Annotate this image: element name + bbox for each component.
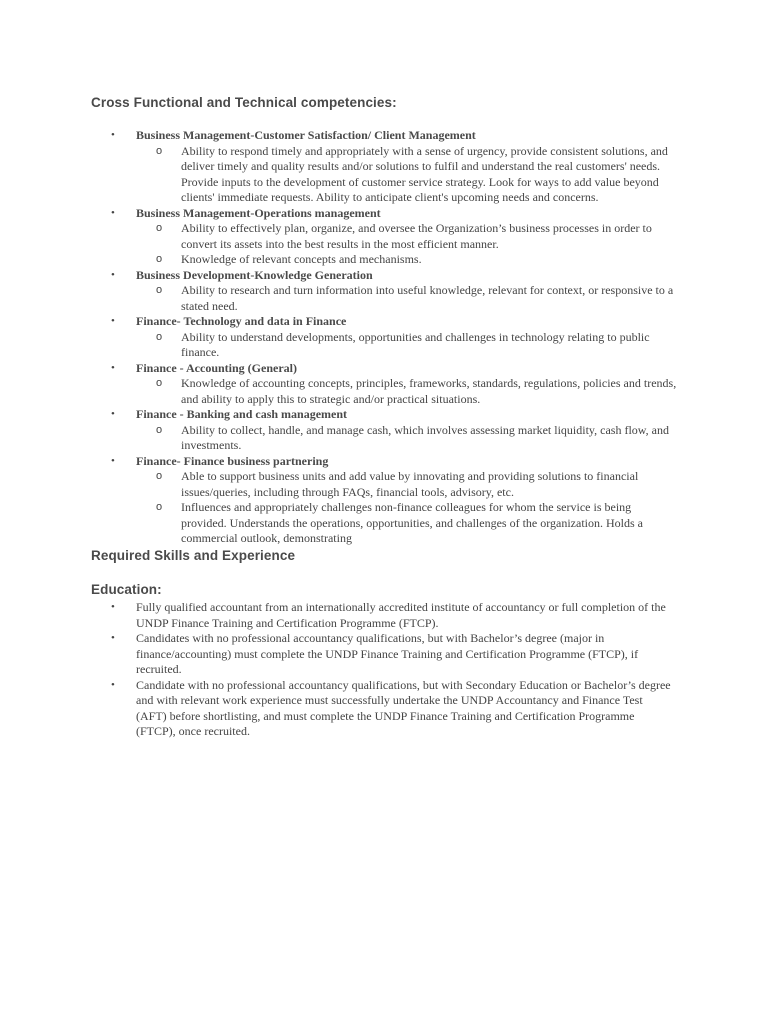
bullet-icon: • bbox=[111, 315, 115, 327]
competency-title: Business Development-Knowledge Generation bbox=[136, 267, 373, 282]
competency-details bbox=[136, 221, 768, 268]
bullet-icon: • bbox=[111, 678, 115, 691]
competency-details bbox=[136, 469, 768, 547]
circle-bullet-icon: o bbox=[156, 222, 163, 234]
bullet-icon: • bbox=[111, 206, 115, 219]
competency-detail bbox=[156, 329, 677, 361]
competency-item bbox=[0, 128, 768, 206]
bullet-icon: • bbox=[111, 632, 115, 644]
competency-title: Business Management-Operations management bbox=[136, 205, 381, 220]
circle-bullet-icon: o bbox=[156, 144, 163, 157]
circle-bullet-icon: o bbox=[156, 377, 163, 389]
bullet-icon: • bbox=[111, 129, 115, 141]
competency-detail bbox=[156, 500, 677, 547]
competency-detail-text: Ability to effectively plan, organize, and oversee the Organization’s business processes in order to convert its assets into the best results in the most efficient manner. bbox=[181, 221, 652, 251]
competency-detail-text: Ability to collect, handle, and manage cash, which involves assessing market liquidity, cash flow, and investments. bbox=[181, 422, 669, 452]
education-list bbox=[0, 600, 768, 740]
competency-item bbox=[0, 206, 768, 268]
competency-item bbox=[0, 314, 768, 361]
bullet-icon: • bbox=[111, 408, 115, 420]
competency-detail-text: Ability to research and turn information into useful knowledge, relevant for context, or responsive to a stated need. bbox=[181, 283, 674, 313]
competency-detail bbox=[156, 143, 677, 206]
competency-item bbox=[0, 268, 768, 315]
circle-bullet-icon: o bbox=[156, 423, 163, 436]
competency-item bbox=[0, 407, 768, 454]
competency-detail bbox=[156, 283, 677, 314]
competency-detail bbox=[156, 221, 677, 252]
competency-detail-text: Ability to understand developments, opportunities and challenges in technology relating to public finance. bbox=[181, 329, 650, 359]
circle-bullet-icon: o bbox=[156, 501, 163, 513]
education-item-text: Candidates with no professional accountancy qualifications, but with Bachelor’s degree (major in finance/accounting) must complete the UNDP Finance Training and Certification Programme (FTCP), if recruited. bbox=[136, 631, 639, 676]
competency-detail bbox=[156, 376, 677, 407]
bullet-icon: • bbox=[111, 601, 115, 613]
competency-detail bbox=[156, 422, 677, 454]
education-item bbox=[0, 631, 676, 678]
competency-list bbox=[0, 128, 768, 547]
competency-item bbox=[0, 361, 768, 408]
bullet-icon: • bbox=[111, 268, 115, 281]
competency-details bbox=[136, 376, 768, 407]
competency-detail-text: Knowledge of relevant concepts and mechanisms. bbox=[181, 252, 422, 266]
competency-item bbox=[0, 454, 768, 547]
circle-bullet-icon: o bbox=[156, 253, 163, 265]
competency-details bbox=[136, 330, 768, 361]
bullet-icon: • bbox=[111, 454, 115, 467]
competency-title: Finance - Accounting (General) bbox=[136, 360, 297, 375]
circle-bullet-icon: o bbox=[156, 470, 163, 482]
circle-bullet-icon: o bbox=[156, 284, 163, 296]
competency-detail-text: Able to support business units and add value by innovating and providing solutions to financial issues/queries, including through FAQs, financial tools, advisory, etc. bbox=[181, 469, 639, 499]
competency-details bbox=[136, 283, 768, 314]
education-item bbox=[0, 600, 676, 631]
education-item-text: Fully qualified accountant from an internationally accredited institute of accountancy or full completion of the UNDP Finance Training and Certification Programme (FTCP). bbox=[136, 600, 666, 630]
competency-details bbox=[136, 144, 768, 206]
section-heading-education: Education: bbox=[91, 582, 162, 597]
competency-detail bbox=[156, 469, 677, 500]
circle-bullet-icon: o bbox=[156, 330, 163, 343]
competency-detail bbox=[156, 252, 677, 268]
competency-detail-text: Knowledge of accounting concepts, principles, frameworks, standards, regulations, policies and trends, and ability to apply this to strategic and/or practical situations. bbox=[181, 376, 677, 406]
competency-title: Finance- Finance business partnering bbox=[136, 453, 329, 468]
education-item-text: Candidate with no professional accountancy qualifications, but with Secondary Education or Bachelor’s degree and with relevant work experience must successfully undertake the UNDP Accountancy and Finance Test (AFT) before shortlisting, and must complete the UNDP Finance Training and Certification Programme (FTCP), once recruited. bbox=[136, 677, 671, 738]
competency-detail-text: Ability to respond timely and appropriately with a sense of urgency, provide consistent solutions, and deliver timely and quality results and/or solutions to fulfil and understand the real customers' needs. Provide inputs to the development of customer service strategy. Look for ways to add value beyond clients' immediate requests. Ability to anticipate client's upcoming needs and concerns. bbox=[181, 143, 668, 204]
competency-title: Finance - Banking and cash management bbox=[136, 407, 348, 421]
bullet-icon: • bbox=[111, 361, 115, 374]
section-heading-required-skills: Required Skills and Experience bbox=[91, 548, 296, 563]
competency-detail-text: Influences and appropriately challenges non-finance colleagues for whom the service is being provided. Understands the operations, opportunities, and challenges of the organization. Holds a commercial outlook, demonstrating bbox=[181, 500, 643, 545]
competency-title: Finance- Technology and data in Finance bbox=[136, 314, 347, 328]
competency-details bbox=[136, 423, 768, 454]
section-heading-competencies: Cross Functional and Technical competencies: bbox=[91, 95, 397, 110]
competency-title: Business Management-Customer Satisfaction/ Client Management bbox=[136, 128, 476, 142]
education-item bbox=[0, 678, 676, 740]
